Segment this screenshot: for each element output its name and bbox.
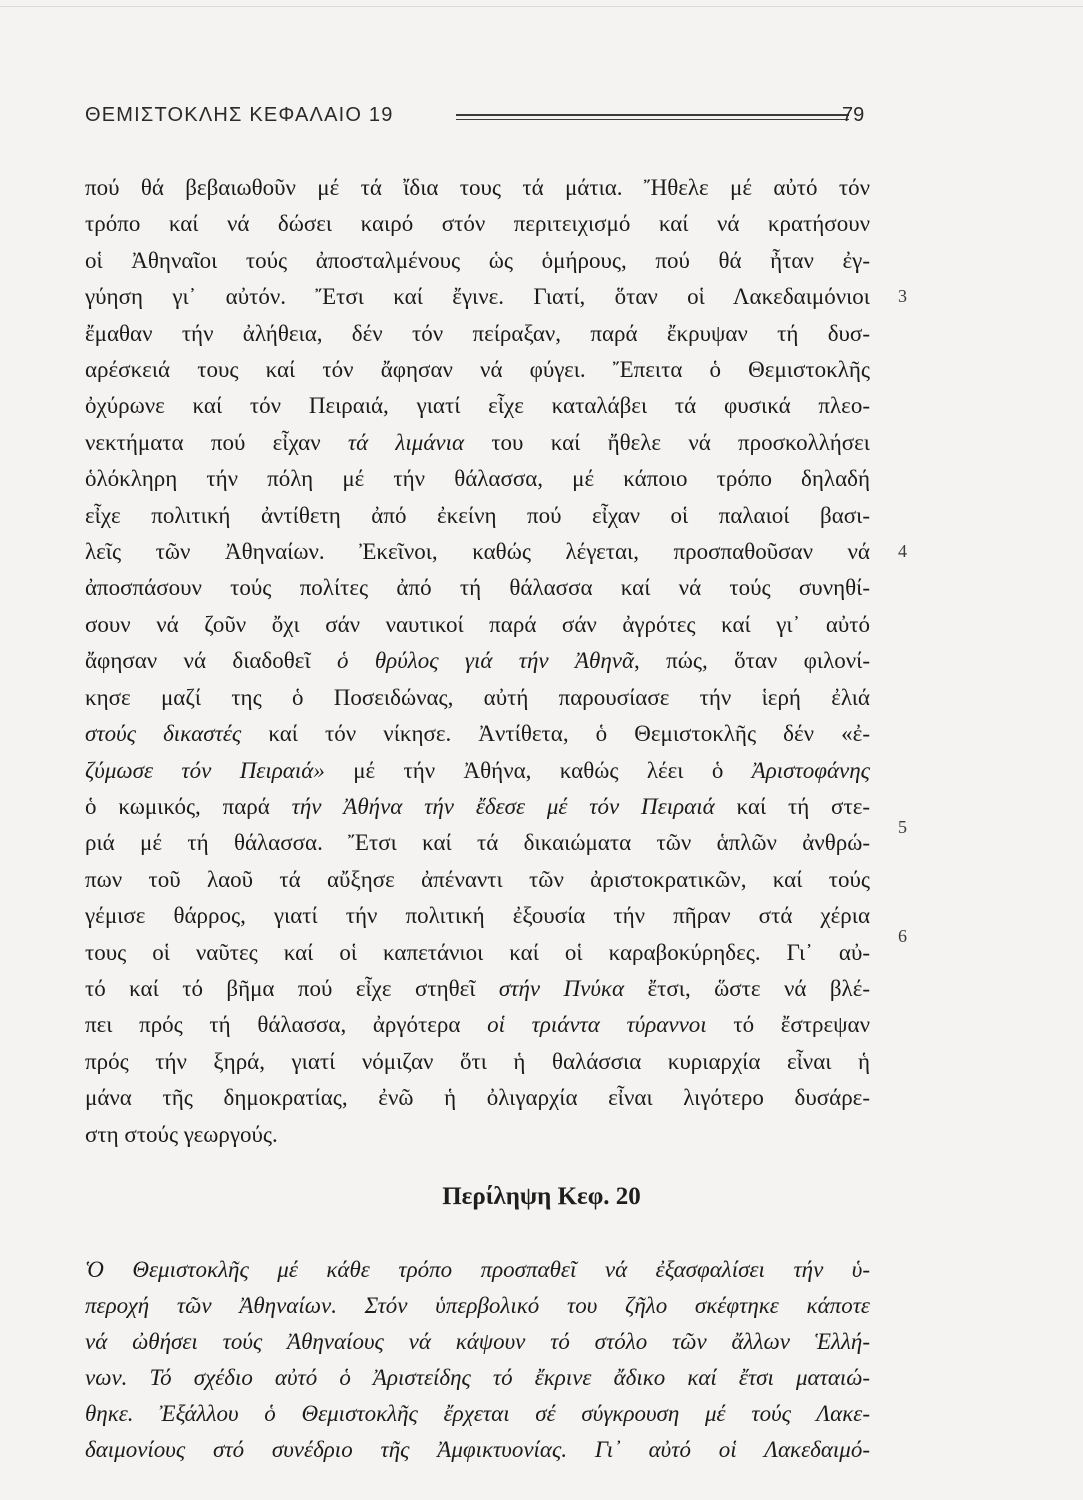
text-line: ἔμαθαν τήν ἀλήθεια, δέν τόν πείραξαν, παρά ἔκρυψαν τή δυσ- bbox=[85, 320, 870, 346]
italic-phrase: τά λιμάνια bbox=[347, 429, 465, 455]
text-line: ριά μέ τή θάλασσα. Ἔτσι καί τά δικαιώματα τῶν ἁπλῶν ἀνθρώ- bbox=[85, 830, 870, 856]
summary-line: περοχή τῶν Ἀθηναίων. Στόν ὑπερβολικό του ζῆλο σκέφτηκε κάποτε bbox=[85, 1293, 870, 1319]
text-run: ἔτσι, ὥστε νά βλέ- bbox=[624, 975, 871, 1001]
italic-phrase: ζύμωσε τόν Πειραιά» bbox=[85, 757, 325, 783]
italic-phrase: οἱ τριάντα τύραννοι bbox=[487, 1012, 707, 1038]
summary-line: νων. Τό σχέδιο αὐτό ὁ Ἀριστείδης τό ἔκρινε ἄδικο καί ἔτσι ματαιώ- bbox=[85, 1365, 870, 1391]
text-run: καί τή στε- bbox=[714, 793, 871, 819]
summary-line: θηκε. Ἐξάλλου ὁ Θεμιστοκλῆς ἔρχεται σέ σύγκρουση μέ τούς Λακε- bbox=[85, 1401, 870, 1427]
summary-line: νά ὠθήσει τούς Ἀθηναίους νά κάψουν τό στόλο τῶν ἄλλων Ἑλλή- bbox=[85, 1329, 870, 1355]
page-number: 79 bbox=[842, 104, 865, 126]
text-line: μάνα τῆς δημοκρατίας, ἐνῶ ἡ ὀλιγαρχία εἶναι λιγότερο δυσάρε- bbox=[85, 1085, 870, 1111]
italic-phrase: στούς δικαστές bbox=[85, 721, 242, 747]
text-line: γύηση γι᾽ αὐτόν. Ἔτσι καί ἔγινε. Γιατί, ὅταν οἱ Λακεδαιμόνιοι bbox=[85, 284, 870, 310]
text-run: καί τόν νίκησε. Ἀντίθετα, ὁ Θεμιστοκλῆς δέν «ἐ- bbox=[241, 721, 870, 747]
margin-number-3: 3 bbox=[898, 286, 907, 306]
text-run: μέ τήν Ἀθήνα, καθώς λέει ὁ bbox=[324, 757, 752, 783]
text-line: τρόπο καί νά δώσει καιρό στόν περιτειχισμό καί νά κρατήσουν bbox=[85, 211, 870, 237]
page-top-edge bbox=[0, 6, 1083, 7]
running-header bbox=[85, 104, 870, 134]
header-double-rule bbox=[456, 114, 849, 120]
text-line bbox=[85, 789, 870, 825]
text-line bbox=[85, 716, 870, 752]
italic-phrase: στήν Πνύκα bbox=[498, 975, 625, 1001]
chapter-summary-text bbox=[85, 1252, 870, 1469]
text-run: τό καί τό βῆμα πού εἶχε στηθεῖ bbox=[85, 975, 499, 1001]
text-line: σουν νά ζοῦν ὄχι σάν ναυτικοί παρά σάν ἀγρότες καί γι᾽ αὐτό bbox=[85, 611, 870, 637]
text-line: οἱ Ἀθηναῖοι τούς ἀποσταλμένους ὡς ὁμήρους, πού θά ἦταν ἐγ- bbox=[85, 247, 870, 273]
running-header-title: ΘΕΜΙΣΤΟΚΛΗΣ ΚΕΦΑΛΑΙΟ 19 bbox=[85, 104, 394, 126]
text-line: ὁλόκληρη τήν πόλη μέ τήν θάλασσα, μέ κάποιο τρόπο δηλαδή bbox=[85, 466, 870, 492]
text-line bbox=[85, 1007, 870, 1043]
text-line bbox=[85, 425, 870, 461]
text-line: ἀποσπάσουν τούς πολίτες ἀπό τή θάλασσα καί νά τούς συνηθί- bbox=[85, 575, 870, 601]
text-run: , πώς, ὅταν φιλονί- bbox=[634, 648, 870, 674]
summary-heading: Περίληψη Κεφ. 20 bbox=[442, 1183, 641, 1210]
text-line: ὀχύρωνε καί τόν Πειραιά, γιατί εἶχε καταλάβει τά φυσικά πλεο- bbox=[85, 393, 870, 419]
text-run: τό ἔστρεψαν bbox=[706, 1012, 870, 1038]
text-line: αρέσκειά τους καί τόν ἄφησαν νά φύγει. Ἔπειτα ὁ Θεμιστοκλῆς bbox=[85, 357, 870, 383]
text-run: ὁ κωμικός, παρά bbox=[85, 793, 292, 819]
text-line: στη στούς γεωργούς. bbox=[85, 1121, 278, 1147]
text-line bbox=[85, 971, 870, 1007]
text-line: πων τοῦ λαοῦ τά αὔξησε ἀπέναντι τῶν ἀριστοκρατικῶν, καί τούς bbox=[85, 866, 870, 892]
margin-number-4: 4 bbox=[898, 541, 907, 561]
text-run: του καί ἤθελε νά προσκολλήσει bbox=[464, 429, 870, 455]
text-run: νεκτήματα πού εἶχαν bbox=[85, 429, 348, 455]
text-line: τους οἱ ναῦτες καί οἱ καπετάνιοι καί οἱ καραβοκύρηδες. Γι᾽ αὐ- bbox=[85, 939, 870, 965]
chapter-body-text bbox=[85, 170, 870, 1153]
text-line: πού θά βεβαιωθοῦν μέ τά ἴδια τους τά μάτια. Ἤθελε μέ αὐτό τόν bbox=[85, 175, 870, 200]
summary-line: Ὁ Θεμιστοκλῆς μέ κάθε τρόπο προσπαθεῖ νά ἐξασφαλίσει τήν ὑ- bbox=[85, 1257, 870, 1282]
margin-number-5: 5 bbox=[898, 817, 907, 837]
text-run: ἄφησαν νά διαδοθεῖ bbox=[85, 648, 337, 674]
text-line bbox=[85, 643, 870, 679]
italic-phrase: τήν Ἀθήνα τήν ἔδεσε μέ τόν Πειραιά bbox=[291, 793, 715, 819]
text-line bbox=[85, 753, 870, 789]
text-line: λεῖς τῶν Ἀθηναίων. Ἐκεῖνοι, καθώς λέγεται, προσπαθοῦσαν νά bbox=[85, 539, 870, 565]
text-line: πρός τήν ξηρά, γιατί νόμιζαν ὅτι ἡ θαλάσσια κυριαρχία εἶναι ἡ bbox=[85, 1048, 870, 1074]
text-line: γέμισε θάρρος, γιατί τήν πολιτική ἐξουσία τήν πῆραν στά χέρια bbox=[85, 903, 870, 929]
text-line: εἶχε πολιτική ἀντίθετη ἀπό ἐκείνη πού εἶχαν οἱ παλαιοί βασι- bbox=[85, 502, 870, 528]
italic-phrase: ὁ θρύλος γιά τήν Ἀθηνᾶ bbox=[337, 648, 635, 674]
summary-line: δαιμονίους στό συνέδριο τῆς Ἀμφικτυονίας. Γι᾽ αὐτό οἱ Λακεδαιμό- bbox=[85, 1437, 870, 1463]
text-line: κησε μαζί της ὁ Ποσειδώνας, αὐτή παρουσίασε τήν ἱερή ἐλιά bbox=[85, 684, 870, 710]
text-run: πει πρός τή θάλασσα, ἀργότερα bbox=[85, 1012, 488, 1038]
italic-phrase: Ἀριστοφάνης bbox=[751, 757, 870, 783]
margin-number-6: 6 bbox=[898, 926, 907, 946]
